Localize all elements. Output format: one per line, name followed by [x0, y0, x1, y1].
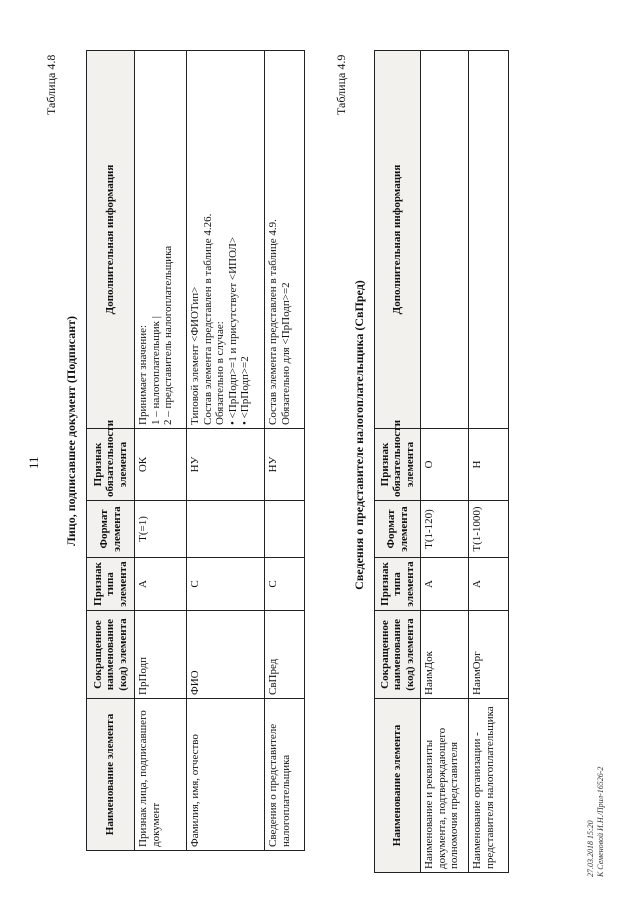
element-required: Н: [469, 429, 509, 501]
element-type: А: [135, 558, 187, 611]
table-4-9-caption: Таблица 4.9: [334, 54, 348, 115]
stamp-line: К Семеновой И.Н./Прил-16526-2: [596, 766, 605, 877]
header-cell: Дополнительная информация: [87, 51, 135, 429]
element-code: НаимОрг: [469, 611, 509, 699]
table-row: [421, 51, 469, 873]
info-line: 2 – представитель налогоплательщика: [162, 245, 174, 425]
element-format: Т(1-1000): [469, 501, 509, 558]
table-header-row: [87, 51, 135, 851]
table-row: [469, 51, 509, 873]
table-row: [135, 51, 187, 851]
element-code: НаимДок: [421, 611, 469, 699]
table-4-8-caption: Таблица 4.8: [44, 54, 58, 115]
header-cell: Формат элемента: [87, 501, 135, 558]
info-line: 1 – налогоплательщик |: [149, 316, 162, 425]
info-line: • <ПрПодп>=1 и присутствует <ИПОЛ>: [226, 236, 239, 425]
header-cell: Сокращенное наименование (код) элемента: [87, 611, 135, 699]
element-info: [469, 51, 509, 429]
table-4-9: [374, 50, 509, 873]
element-info: [135, 51, 187, 429]
element-format: [265, 501, 305, 558]
header-cell: Наименование элемента: [87, 699, 135, 851]
element-format: Т(1-120): [421, 501, 469, 558]
table-4-9-title: Сведения о представителе налогоплательщика (СвПред): [352, 280, 366, 590]
element-code: ФИО: [187, 611, 265, 699]
table-4-8-title: Лицо, подписавшее документ (Подписант): [64, 315, 78, 547]
element-name: Наименование и реквизиты документа, подтверждающего полномочия представителя: [421, 699, 469, 873]
header-cell: Признак типа элемента: [87, 558, 135, 611]
info-line: Состав элемента представлен в таблице 4.9.: [267, 219, 279, 425]
element-code: СвПред: [265, 611, 305, 699]
element-name: Признак лица, подписавшего документ: [135, 699, 187, 851]
header-cell: Дополнительная информация: [375, 51, 421, 429]
table-header-row: [375, 51, 421, 873]
element-required: НУ: [187, 429, 265, 501]
registration-stamp: [586, 767, 606, 877]
info-line: Принимает значение:: [137, 324, 149, 425]
header-cell: Признак обязательности элемента: [87, 429, 135, 501]
element-info: [187, 51, 265, 429]
element-code: ПрПодп: [135, 611, 187, 699]
table-row: [187, 51, 265, 851]
element-required: О: [421, 429, 469, 501]
element-type: А: [421, 558, 469, 611]
info-line: Типовой элемент <ФИОТип>: [189, 286, 201, 425]
header-cell: Формат элемента: [375, 501, 421, 558]
info-line: Обязательно для <ПрПодп>=2: [279, 282, 292, 425]
element-type: С: [265, 558, 305, 611]
element-info: [265, 51, 305, 429]
element-format: Т(=1): [135, 501, 187, 558]
info-line: Обязательно в случае:: [214, 321, 226, 425]
element-type: С: [187, 558, 265, 611]
page-number: 11: [26, 456, 41, 469]
element-type: А: [469, 558, 509, 611]
element-format: [187, 501, 265, 558]
info-line: Состав элемента представлен в таблице 4.26.: [201, 213, 214, 425]
element-required: ОК: [135, 429, 187, 501]
info-line: • <ПрПодп>=2: [239, 356, 251, 425]
table-row: [265, 51, 305, 851]
header-cell: Признак типа элемента: [375, 558, 421, 611]
stamp-line: 27.03.2018 15:20: [586, 820, 595, 877]
header-cell: Сокращенное наименование (код) элемента: [375, 611, 421, 699]
element-info: [421, 51, 469, 429]
table-4-8: [86, 50, 305, 851]
element-name: Сведения о представителе налогоплательщика: [265, 699, 305, 851]
element-required: НУ: [265, 429, 305, 501]
header-cell: Наименование элемента: [375, 699, 421, 873]
element-name: Фамилия, имя, отчество: [187, 699, 265, 851]
header-cell: Признак обязательности элемента: [375, 429, 421, 501]
element-name: Наименование организации - представителя налогоплательщика: [469, 699, 509, 873]
